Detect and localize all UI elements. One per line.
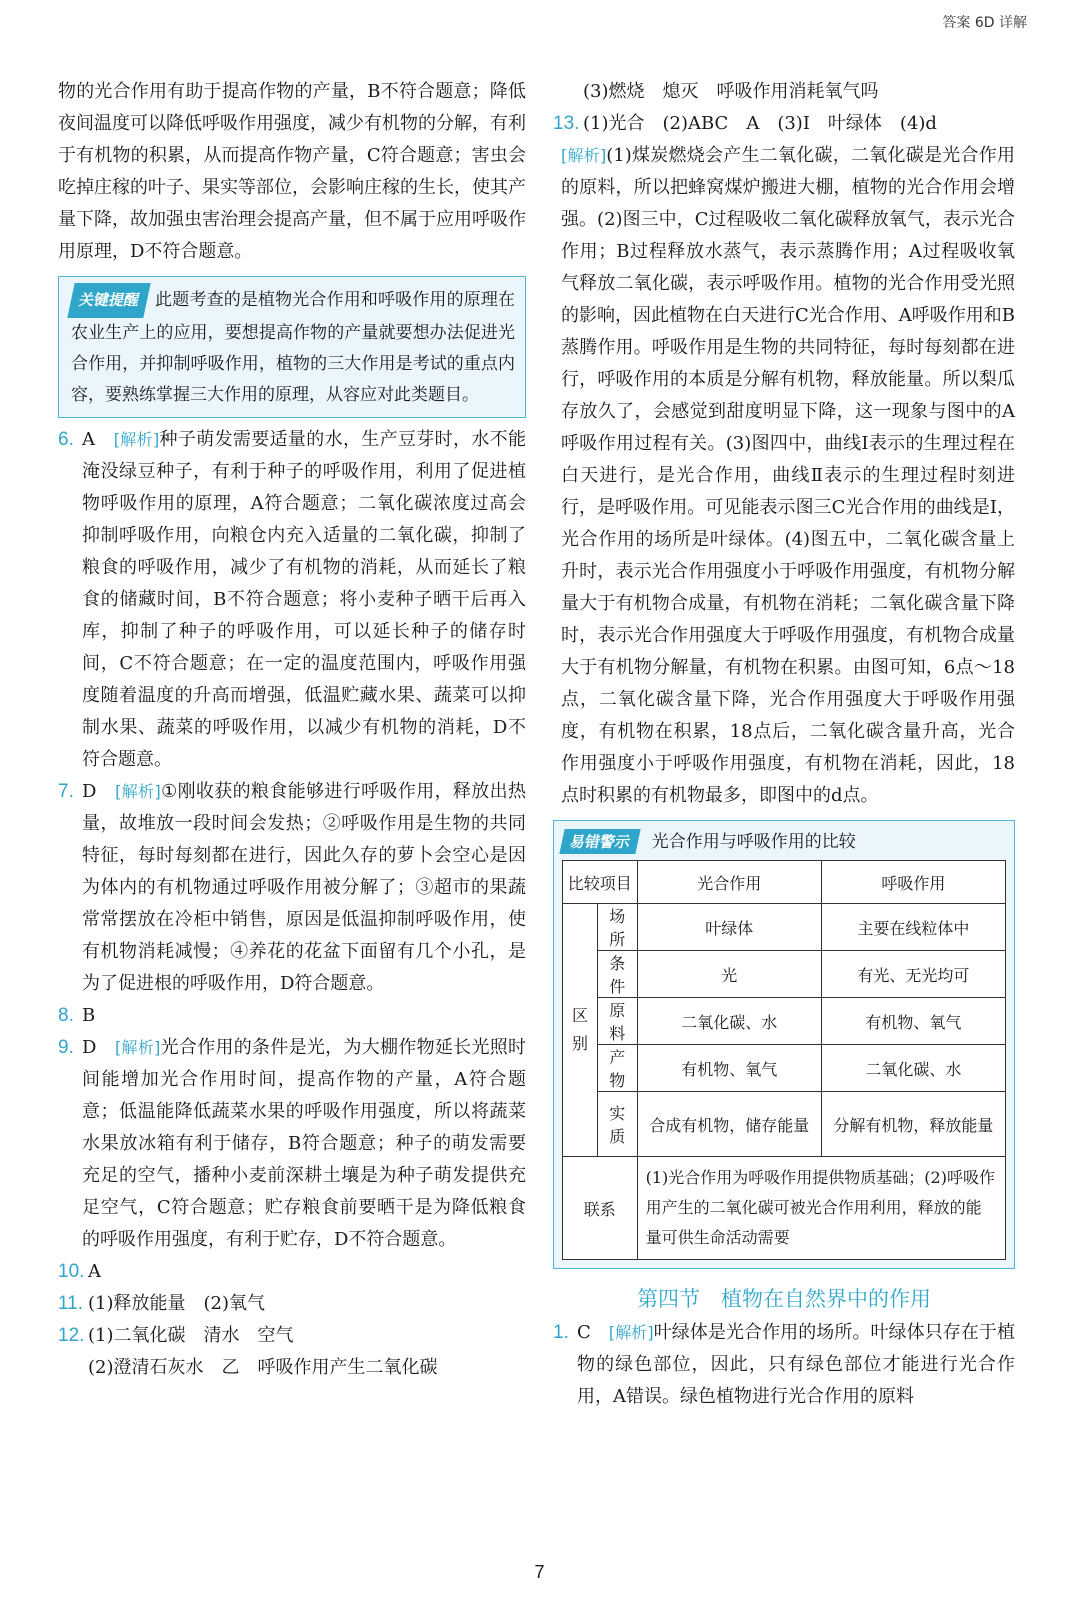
table-row xyxy=(563,904,1006,951)
table-header-row xyxy=(563,861,1006,904)
section-title: 第四节 植物在自然界中的作用 xyxy=(637,1287,931,1311)
analysis-text: 光合作用的条件是光，为大棚作物延长光照时间能增加光合作用时间，提高作物的产量，A符合题意；低温能降低蔬菜水果的呼吸作用强度，所以将蔬菜水果放冰箱有利于储存，B符合题意；种子的萌发需要充足的空气，播种小麦前深耕土壤是为种子萌发提供充足空气，C符合题意；贮存粮食前要晒干是为降低粮食的呼吸作用强度，有利于贮存，D不符合题意。 xyxy=(82,1037,527,1250)
table-row xyxy=(563,951,1006,998)
answer-item-12-line3: (3)燃烧 熄灭 呼吸作用消耗氧气吗 xyxy=(583,81,879,102)
answer-choice: D xyxy=(82,781,97,802)
error-warning-box xyxy=(553,820,1015,1269)
item-number: 8. xyxy=(58,1005,74,1026)
table-cell: 合成有机物，储存能量 xyxy=(637,1092,821,1157)
item-number: 7. xyxy=(58,781,74,802)
answer-item-11 xyxy=(58,1288,526,1320)
analysis-text: 叶绿体是光合作用的场所。叶绿体只存在于植物的绿色部位，因此，只有绿色部位才能进行光合作用，A错误。绿色植物进行光合作用的原料 xyxy=(577,1322,1015,1407)
analysis-tag: [解析] xyxy=(115,782,161,801)
comparison-table xyxy=(562,860,1006,1260)
table-cell: 有机物、氧气 xyxy=(821,998,1005,1045)
table-header: 呼吸作用 xyxy=(821,861,1005,904)
table-cell: 分解有机物，释放能量 xyxy=(821,1092,1005,1157)
analysis-tag: [解析] xyxy=(113,430,160,449)
link-text: (1)光合作用为呼吸作用提供物质基础；(2)呼吸作用产生的二氧化碳可被光合作用利用，释放的能量可供生命活动需要 xyxy=(637,1157,1005,1260)
left-column xyxy=(58,76,526,1384)
error-warning-badge: 易错警示 xyxy=(559,829,640,854)
comparison-title: 光合作用与呼吸作用的比较 xyxy=(651,832,856,852)
answer-item-12 xyxy=(58,1320,526,1352)
table-row xyxy=(563,998,1006,1045)
table-cell: 有机物、氧气 xyxy=(637,1045,821,1092)
answer-item-6 xyxy=(58,424,526,776)
table-cell: 产物 xyxy=(598,1045,638,1092)
answer-item-8 xyxy=(58,1000,526,1032)
answer-item-9 xyxy=(58,1032,526,1256)
item-number: 13. xyxy=(553,113,580,134)
answer-item-13-analysis xyxy=(553,140,1015,812)
table-cell: 条件 xyxy=(598,951,638,998)
table-cell: 二氧化碳、水 xyxy=(821,1045,1005,1092)
table-cell: 原料 xyxy=(598,998,638,1045)
item-number: 10. xyxy=(58,1261,85,1282)
table-header: 光合作用 xyxy=(637,861,821,904)
key-tip-box xyxy=(58,276,526,418)
answer-choice: B xyxy=(82,1005,96,1026)
analysis-text: ①刚收获的粮食能够进行呼吸作用，释放出热量，故堆放一段时间会发热；②呼吸作用是生物的共同特征，每时每刻都在进行，因此久存的萝卜会空心是因为体内的有机物通过呼吸作用被分解了；③超市的果蔬常常摆放在冷柜中销售，原因是低温抑制呼吸作用，使有机物消耗减慢；④养花的花盆下面留有几个小孔，是为了促进根的呼吸作用，D符合题意。 xyxy=(82,781,526,994)
answer-text: (1)二氧化碳 清水 空气 xyxy=(88,1325,294,1346)
answer-choice: C xyxy=(577,1322,591,1343)
analysis-tag: [解析] xyxy=(561,146,607,165)
item-number: 12. xyxy=(58,1325,85,1346)
analysis-text: 种子萌发需要适量的水，生产豆芽时，水不能淹没绿豆种子，有利于种子的呼吸作用，利用了促进植物呼吸作用的原理，A符合题意；二氧化碳浓度过高会抑制呼吸作用，向粮仓内充入适量的二氧化碳，抑制了粮食的呼吸作用，减少了有机物的消耗，从而延长了粮食的储藏时间，B不符合题意；将小麦种子晒干后再入库，抑制了种子的呼吸作用，可以延长种子的储存时间，C不符合题意；在一定的温度范围内，呼吸作用强度随着温度的升高而增强，低温贮藏水果、蔬菜可以抑制水果、蔬菜的呼吸作用，以减少有机物的消耗，D不符合题意。 xyxy=(82,429,527,770)
answer-item-7 xyxy=(58,776,526,1000)
answer-item-10 xyxy=(58,1256,526,1288)
key-tip-badge: 关键提醒 xyxy=(67,283,150,318)
answer-choice: A xyxy=(88,1261,101,1282)
answer-choice: A xyxy=(82,429,95,450)
answer-item-13 xyxy=(553,108,1015,140)
group-label-difference: 区别 xyxy=(563,904,598,1157)
table-row xyxy=(563,1045,1006,1092)
page-header: 答案 6D 详解 xyxy=(942,15,1027,31)
table-cell: 有光、无光均可 xyxy=(821,951,1005,998)
item-number: 9. xyxy=(58,1037,74,1058)
table-cell: 实质 xyxy=(598,1092,638,1157)
right-column xyxy=(553,76,1015,1413)
item-number: 11. xyxy=(58,1293,84,1314)
answer-text-continuation: 物的光合作用有助于提高作物的产量，B不符合题意；降低夜间温度可以降低呼吸作用强度，减少有机物的分解，有利于有机物的积累，从而提高作物产量，C符合题意；害虫会吃掉庄稼的叶子、果实等部位，会影响庄稼的生长，使其产量下降，故加强虫害治理会提高产量，但不属于应用呼吸作用原理，D不符合题意。 xyxy=(58,81,526,262)
page-number: 7 xyxy=(534,1562,545,1582)
answer-text: (1)释放能量 (2)氧气 xyxy=(88,1293,265,1314)
key-tip-text: 此题考查的是植物光合作用和呼吸作用的原理在农业生产上的应用，要想提高作物的产量就要想办法促进光合作用，并抑制呼吸作用，植物的三大作用是考试的重点内容，要熟练掌握三大作用的原理，从容应对此类题目。 xyxy=(71,290,515,405)
item-number: 1. xyxy=(553,1322,569,1343)
answer-text: (1)光合 (2)ABC A (3)Ⅰ 叶绿体 (4)d xyxy=(583,113,937,134)
link-label: 联系 xyxy=(563,1157,638,1260)
table-row xyxy=(563,1092,1006,1157)
analysis-text: (1)煤炭燃烧会产生二氧化碳，二氧化碳是光合作用的原料，所以把蜂窝煤炉搬进大棚，植物的光合作用会增强。(2)图三中，C过程吸收二氧化碳释放氧气，表示光合作用；B过程释放水蒸气，表示蒸腾作用；A过程吸收氧气释放二氧化碳，表示呼吸作用。植物的光合作用受光照的影响，因此植物在白天进行C光合作用、A呼吸作用和B蒸腾作用。呼吸作用是生物的共同特征，每时每刻都在进行，呼吸作用的本质是分解有机物，释放能量。所以梨瓜存放久了，会感觉到甜度明显下降，这一现象与图中的A呼吸作用过程有关。(3)图四中，曲线Ⅰ表示的生理过程在白天进行，是光合作用，曲线Ⅱ表示的生理过程时刻进行，是呼吸作用。可见能表示图三C光合作用的曲线是Ⅰ，光合作用的场所是叶绿体。(4)图五中，二氧化碳含量上升时，表示光合作用强度小于呼吸作用强度，有机物分解量大于有机物合成量，有机物在消耗；二氧化碳含量下降时，表示光合作用强度大于呼吸作用强度，有机物合成量大于有机物分解量，有机物在积累。由图可知，6点～18点，二氧化碳含量下降，光合作用强度大于呼吸作用强度，有机物在积累，18点后，二氧化碳含量升高，光合作用强度小于呼吸作用强度，有机物在消耗，因此，18点时积累的有机物最多，即图中的d点。 xyxy=(561,145,1015,806)
table-cell: 叶绿体 xyxy=(637,904,821,951)
table-cell: 二氧化碳、水 xyxy=(637,998,821,1045)
analysis-tag: [解析] xyxy=(608,1323,654,1342)
item-number: 6. xyxy=(58,429,74,450)
analysis-tag: [解析] xyxy=(115,1038,161,1057)
answer-item-s1 xyxy=(553,1317,1015,1413)
table-cell: 光 xyxy=(637,951,821,998)
answer-item-12-line2: (2)澄清石灰水 乙 呼吸作用产生二氧化碳 xyxy=(88,1357,438,1378)
answer-choice: D xyxy=(82,1037,97,1058)
table-cell: 主要在线粒体中 xyxy=(821,904,1005,951)
table-header: 比较项目 xyxy=(563,861,638,904)
table-cell: 场所 xyxy=(598,904,638,951)
table-row xyxy=(563,1157,1006,1260)
